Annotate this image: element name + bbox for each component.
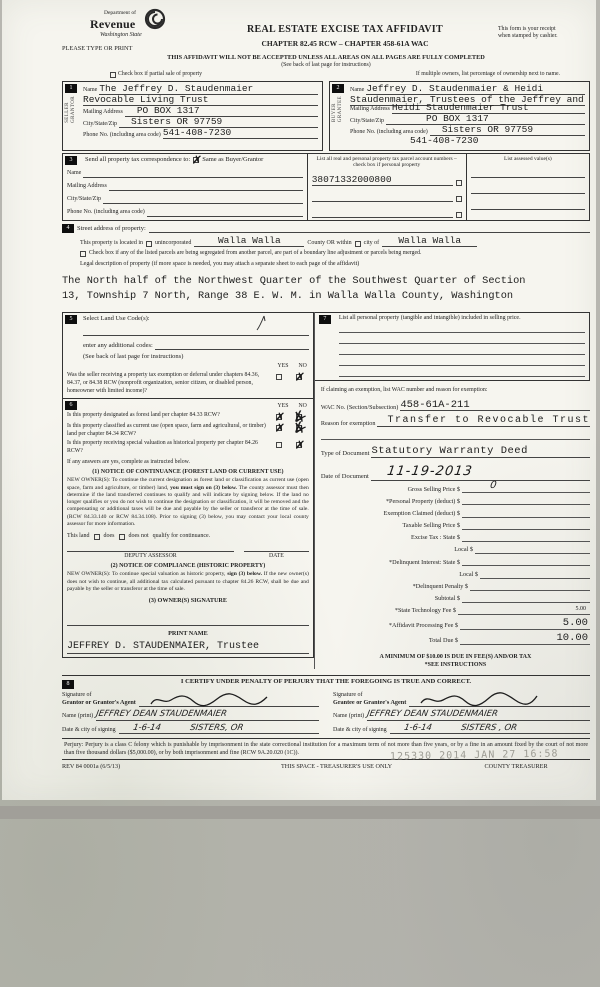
- minimum-due-note: A MINIMUM OF $10.00 IS DUE IN FEE(S) AND/OR TAX *SEE INSTRUCTIONS: [379, 653, 532, 668]
- seller-citystatezip-label: City/State/Zip: [83, 120, 117, 127]
- city-of-checkbox: [355, 241, 361, 247]
- section-6-number: 6: [65, 401, 77, 410]
- owners-signature-label: (3) OWNER(S) SIGNATURE: [148, 597, 228, 605]
- grantor-city-value: SISTERS, OR: [189, 722, 245, 733]
- money-label-local-2: Local $: [459, 570, 478, 578]
- county-suffix: County OR within: [307, 239, 352, 246]
- grantee-date-value: 1-6-14: [402, 722, 433, 733]
- deputy-date-line: DATE: [244, 551, 309, 560]
- partial-sale-checkbox-row: [110, 71, 202, 78]
- s5-no-checkbox: [296, 374, 302, 380]
- s6-q1-yes-checkbox: [276, 414, 282, 420]
- seller-grantor-box: [62, 81, 323, 151]
- buyer-phone-label: Phone No. (including area code): [350, 128, 428, 135]
- notice-compliance-body: NEW OWNER(S): To continue special valuation as historic property, sign (3) below. If the new owner(s) does not wish to continue, all additional tax calculated pursuant to chapter 84.26 RCW, shall be due and payable by the seller or transferor at the time of sale.: [67, 571, 309, 592]
- section-8-certification: [62, 675, 590, 734]
- perjury-statement: Perjury: Perjury is a class C felony which is punishable by imprisonment in the state correctional institution for a maximum term of not more than five years, or by a fine in an amount fixed by the court of not more than five thousand dollars ($5,000.00), or by both imprisonment and fine (RCW 9A.20.020 (1C)).: [62, 738, 590, 760]
- county-value: Walla Walla: [217, 234, 281, 246]
- section-8-number: 8: [62, 680, 74, 689]
- s6-yes-no-header: YES NO: [277, 403, 307, 410]
- blank-line: [321, 431, 590, 440]
- type-of-document-value: Statutory Warranty Deed: [371, 445, 528, 458]
- seller-mailing-label: Mailing Address: [83, 109, 123, 116]
- grantee-name-print-value: JEFFREY DEAN STAUDENMAIER: [366, 708, 499, 719]
- receipt-note: This form is your receipt when stamped by cashier.: [498, 26, 558, 40]
- s5-see-back-note: (See back of last page for instructions): [83, 353, 184, 361]
- seller-phone-label: Phone No. (including area code): [83, 131, 161, 138]
- grantee-date-city-label: Date & city of signing: [333, 726, 387, 733]
- seller-mailing-value: PO BOX 1317: [136, 104, 200, 116]
- owners-signature-line: [67, 615, 309, 626]
- select-land-use-label: Select Land Use Code(s):: [83, 314, 150, 322]
- form-title: REAL ESTATE EXCISE TAX AFFIDAVIT: [247, 24, 443, 35]
- chapter-line: CHAPTER 82.45 RCW – CHAPTER 458-61A WAC: [261, 38, 429, 48]
- s5-yes-checkbox: [276, 374, 282, 380]
- print-name-label: PRINT NAME: [168, 629, 208, 637]
- grantee-signature-block: Signature of Grantee or Grantee's Agent Name (print) JEFFREY DEAN STAUDENMAIER Date & city of signing 1-6-14 SISTERS , OR: [333, 690, 590, 735]
- money-label-exemption: Exemption Claimed (deduct) $: [383, 509, 460, 517]
- reason-exemption-label: Reason for exemption: [320, 419, 376, 427]
- personal-property-label: List all personal property (tangible and intangible) included in selling price.: [338, 314, 521, 321]
- buyer-citystatezip-value: Sisters OR 97759: [441, 124, 534, 136]
- s6-q3-no-checkbox: [296, 442, 302, 448]
- seller-name-label: Name: [83, 87, 98, 94]
- personal-property-line: [339, 366, 585, 377]
- grantee-signature: [419, 692, 539, 708]
- s6-q2-no-checkbox: [296, 425, 302, 431]
- unincorporated-checkbox: [146, 241, 152, 247]
- section-5-land-use: [62, 312, 314, 399]
- section-2-number: 2: [332, 84, 344, 93]
- print-name-value: JEFFREY D. STAUDENMAIER, Trustee: [67, 640, 260, 652]
- partial-sale-label: Check box if partial sale of property: [118, 71, 203, 78]
- buyer-grantee-side-label: BUYER GRANTEE: [332, 95, 344, 122]
- section-5-number: 5: [65, 315, 77, 324]
- legal-description-label: Legal description of property (if more space is needed, you may attach a separate sheet to each page of the affidavit): [80, 260, 360, 267]
- certify-statement: I CERTIFY UNDER PENALTY OF PERJURY THAT THE FOREGOING IS TRUE AND CORRECT.: [180, 678, 472, 686]
- form-footer: [62, 763, 590, 771]
- seller-name-value-2: Revocable Living Trust: [83, 93, 209, 105]
- section-4-number: 4: [62, 224, 74, 233]
- grantor-signature-block: Signature of Grantor or Grantor's Agent Name (print) JEFFREY DEAN STAUDENMAIER Date & city of signing 1-6-14 SISTERS, OR: [62, 690, 319, 735]
- cashier-receipt-stamp: 125330 2014 JAN 27 16:58: [389, 748, 559, 763]
- affidavit-form: [2, 0, 596, 800]
- send-correspondence-label: Send all property tax correspondence to:: [85, 155, 191, 163]
- assessed-value-line: [471, 184, 585, 194]
- section-3-correspondence: [62, 153, 590, 221]
- money-label-excise-state: Excise Tax : State $: [411, 534, 460, 542]
- grantor-date-value: 1-6-14: [131, 722, 162, 733]
- county-treasurer-label: COUNTY TREASURER: [484, 763, 548, 771]
- s6-q3-yes-checkbox: [276, 442, 282, 448]
- buyer-grantee-box: [329, 81, 590, 151]
- personal-property-line: [339, 344, 585, 355]
- logo-state-text: Washington State: [100, 31, 142, 38]
- section-7-number: 7: [319, 315, 331, 324]
- buyer-name-value-3: Heidi Staudenmaier Trust: [391, 101, 529, 113]
- buyer-citystatezip-label: City/State/Zip: [350, 117, 384, 124]
- buyer-name-label: Name: [350, 87, 365, 94]
- seller-phone-value: 541-408-7230: [162, 127, 232, 139]
- seller-citystatezip-value: Sisters OR 97759: [131, 115, 223, 127]
- grantee-city-value: SISTERS , OR: [460, 722, 519, 733]
- revenue-swirl-icon: [144, 8, 166, 30]
- street-address-line: [149, 224, 590, 233]
- parcel-numbers-header: List all real and personal property tax parcel account numbers – check box if personal property: [316, 155, 457, 169]
- city-value: Walla Walla: [398, 234, 462, 246]
- wac-value: 458-61A-211: [400, 398, 470, 411]
- gross-selling-price-value: 0: [489, 480, 498, 492]
- legal-description-value: The North half of the Northwest Quarter of the Southwest Quarter of Section 13, Township 7 North, Range 38 E. W. M. in Walla Walla County, Washington: [62, 275, 526, 303]
- notice-continuance-body: NEW OWNER(S): To continue the current designation as forest land or classification as current use (open space, farm and agriculture, or timber) land, you must sign on (3) below. The county assessor must then determine if the land transferred continues to qualify and will indicate by signing below. If the land no longer qualifies or you do not wish to continue the designation or classification, it will be removed and the compensating or additional taxes will be due and payable by the seller or transferor at the time of sale. (RCW 84.33.140 or RCW 84.34.108). Prior to signing (3) below, you may contact your local county assessor for more information.: [67, 477, 309, 527]
- type-of-document-label: Type of Document: [320, 449, 370, 457]
- partial-sale-checkbox: [110, 72, 116, 78]
- reason-exemption-value: Transfer to Revocable Trust: [387, 415, 590, 427]
- money-label-taxable: Taxable Selling Price $: [402, 522, 460, 530]
- multiple-owners-note: If multiple owners, list percentage of ownership next to name.: [415, 71, 560, 78]
- grantor-name-print-value: JEFFREY DEAN STAUDENMAIER: [95, 708, 228, 719]
- unincorporated-label: unincorporated: [155, 239, 192, 246]
- grantee-name-print-label: Name (print): [333, 713, 365, 720]
- dept-revenue-logo: [62, 10, 192, 39]
- grantor-name-print-label: Name (print): [62, 713, 94, 720]
- seller-grantor-side-label: SELLER GRANTOR: [65, 95, 77, 123]
- additional-codes-label: enter any additional codes:: [83, 341, 153, 349]
- assessed-value-line: [471, 200, 585, 210]
- buyer-name-value-2: Staudenmaier, Trustees of the Jeffrey and: [350, 93, 584, 105]
- located-prefix: This property is located in: [80, 239, 143, 246]
- continuance-row: This land does does not qualify for continuance.: [67, 533, 211, 540]
- treasurer-space-label: THIS SPACE - TREASURER'S USE ONLY: [281, 763, 393, 771]
- logo-dept-text: Department of: [104, 10, 136, 16]
- assessed-values-header: List assessed value(s): [504, 155, 552, 162]
- personal-property-checkbox-2: [456, 196, 462, 202]
- s6-question-current-use: Is this property classified as current use (open space, farm and agricultural, or timber) land per chapter 84.34 RCW?: [67, 423, 266, 437]
- money-label-delinq-penalty: *Delinquent Penalty $: [412, 583, 468, 591]
- s6-question-historic: Is this property receiving special valuation as historical property per chapter 84.26 RCW?: [67, 440, 258, 454]
- parcel-number-value: 38071332000800: [311, 173, 392, 185]
- does-checkbox: [94, 534, 100, 540]
- deputy-assessor-line: DEPUTY ASSESSOR: [67, 551, 234, 560]
- state-tech-fee-value: 5.00: [458, 606, 590, 615]
- money-label-total-due: Total Due $: [428, 636, 458, 644]
- claiming-exemption-note: If claiming an exemption, list WAC number and reason for exemption:: [320, 387, 488, 394]
- seller-name-value: The Jeffrey D. Staudenmaier: [99, 82, 254, 94]
- personal-property-line: [339, 333, 585, 344]
- s6-question-forest: Is this property designated as forest land per chapter 84.33 RCW?: [67, 412, 220, 419]
- money-label-gross: Gross Selling Price $: [407, 485, 460, 493]
- corr-citystatezip-label: City/State/Zip: [67, 196, 101, 203]
- buyer-mailing-label: Mailing Address: [350, 106, 390, 113]
- s6-q2-yes-checkbox: [276, 425, 282, 431]
- buyer-name-value: Jeffrey D. Staudenmaier & Heidi: [366, 82, 544, 94]
- corr-phone-label: Phone No. (including area code): [67, 209, 145, 216]
- grantor-date-city-label: Date & city of signing: [62, 726, 116, 733]
- notice-compliance-title: (2) NOTICE OF COMPLIANCE (HISTORIC PROPERTY): [110, 562, 266, 569]
- if-yes-note: If any answers are yes, complete as instructed below.: [67, 458, 190, 465]
- personal-property-checkbox-3: [456, 212, 462, 218]
- assessed-value-line: [471, 168, 585, 178]
- personal-property-line: [339, 322, 585, 333]
- section-1-number: 1: [65, 84, 77, 93]
- same-as-buyer-checkbox: [193, 157, 199, 163]
- money-label-tech-fee: *State Technology Fee $: [394, 607, 456, 615]
- section-4-property: [62, 224, 590, 304]
- total-due-value: 10.00: [460, 633, 590, 645]
- buyer-mailing-value: PO BOX 1317: [426, 112, 489, 124]
- street-address-label: Street address of property:: [77, 224, 146, 232]
- money-label-delinq-interest: *Delinquent Interest: State $: [389, 558, 460, 566]
- section-6-classification: [62, 399, 314, 658]
- section-7-personal-property: [315, 312, 590, 382]
- affidavit-fee-value: 5.00: [460, 618, 590, 630]
- does-not-checkbox: [119, 534, 125, 540]
- scanner-artifact-band: [0, 806, 600, 819]
- form-header: [62, 10, 590, 53]
- segregated-checkbox: [80, 251, 86, 257]
- acceptance-note: THIS AFFIDAVIT WILL NOT BE ACCEPTED UNLESS ALL AREAS ON ALL PAGES ARE FULLY COMPLETED: [167, 54, 485, 62]
- personal-property-checkbox-1: [456, 180, 462, 186]
- notice-continuance-title: (1) NOTICE OF CONTINUANCE (FOREST LAND OR CURRENT USE): [92, 468, 284, 475]
- same-as-buyer-label: Same as Buyer/Grantor: [202, 155, 264, 163]
- money-label-personal: *Personal Property (deduct) $: [385, 497, 460, 505]
- date-of-document-label: Date of Document: [320, 472, 369, 480]
- buyer-phone-value: 541-408-7230: [410, 135, 479, 147]
- form-revision-number: REV 84 0001a (6/5/13): [62, 763, 121, 771]
- see-back-note: (See back of last page for instructions): [281, 62, 371, 69]
- grantor-signature: [149, 692, 269, 708]
- date-of-document-value: 11-19-2013: [385, 463, 474, 479]
- money-label-subtotal: Subtotal $: [434, 595, 460, 603]
- wac-label: WAC No. (Section/Subsection): [320, 403, 399, 411]
- corr-mailing-label: Mailing Address: [67, 183, 107, 190]
- money-label-affidavit-fee: *Affidavit Processing Fee $: [388, 622, 458, 630]
- section-3-number: 3: [65, 156, 77, 165]
- s5-yes-no-header: YES NO: [277, 363, 307, 370]
- s5-question: Was the seller receiving a property tax exemption or deferral under chapters 84.36, 84.37, or 84.38 RCW (nonprofit organization, senior citizen, or disabled person, homeowner with limited income)?: [67, 372, 260, 394]
- corr-name-label: Name: [67, 170, 82, 177]
- logo-revenue-text: Revenue: [90, 16, 136, 31]
- please-type-note: PLEASE TYPE OR PRINT: [62, 45, 133, 53]
- money-label-local-1: Local $: [454, 546, 473, 554]
- city-of-label: city of: [363, 239, 380, 246]
- segregated-label: Check box if any of the listed parcels are being segregated from another parcel, are part of a boundary line adjustment or parcels being merged.: [89, 250, 422, 257]
- personal-property-line: [339, 355, 585, 366]
